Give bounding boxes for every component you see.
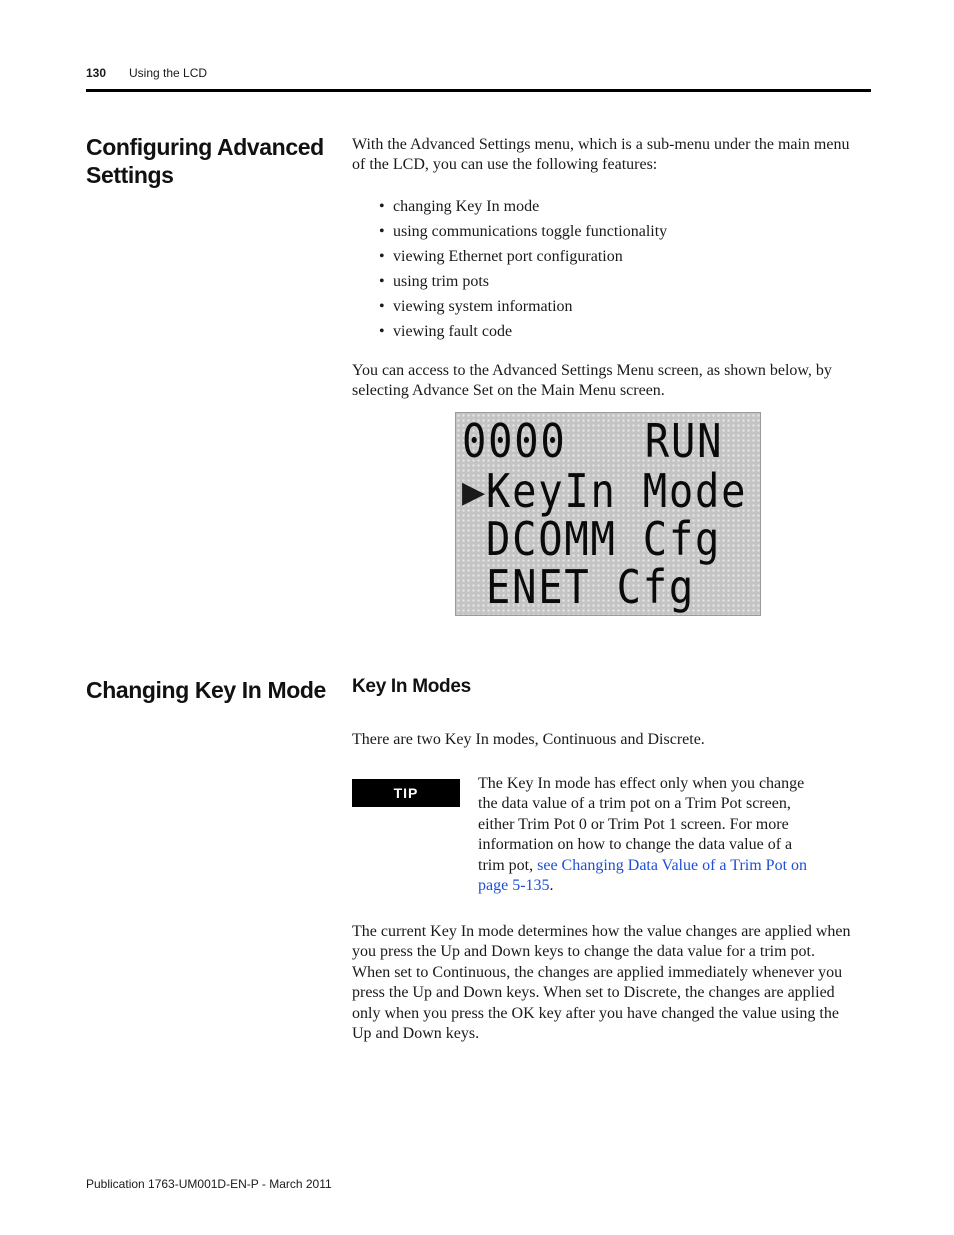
feature-list: [379, 196, 667, 346]
tip-line: [478, 876, 807, 896]
tip-line: The Key In mode has effect only when you change: [478, 775, 805, 792]
list-item: • viewing fault code: [379, 321, 667, 346]
header-rule: [86, 89, 871, 92]
subheading-key-in-modes: Key In Modes: [352, 676, 471, 697]
tip-line: the data value of a trim pot on a Trim Pot screen,: [478, 795, 791, 813]
section-heading-configuring-advanced-settings: [86, 133, 324, 189]
lcd-status-line: 0000 RUN: [462, 414, 724, 468]
lcd-cursor-arrow-icon: ▶: [462, 475, 486, 510]
paragraph-line: of the LCD, you can use the following features:: [352, 156, 658, 174]
list-item: • viewing system information: [379, 296, 667, 321]
paragraph-line: press the Up and Down keys. When set to Discrete, the changes are applied: [352, 984, 835, 1002]
publication-footer: Publication 1763-UM001D-EN-P - March 2011: [86, 1177, 332, 1191]
tip-line: [478, 856, 807, 876]
paragraph-line: Up and Down keys.: [352, 1025, 480, 1043]
section-heading-changing-key-in-mode: Changing Key In Mode: [86, 677, 326, 703]
tip-line-prefix: trim pot,: [478, 856, 538, 874]
lcd-menu-item-keyin-mode: KeyIn Mode: [486, 464, 748, 518]
cross-reference-link-page[interactable]: page 5-135: [478, 877, 550, 895]
paragraph-line: selecting Advance Set on the Main Menu screen.: [352, 382, 665, 400]
list-item: • viewing Ethernet port configuration: [379, 246, 667, 271]
paragraph-line: The current Key In mode determines how the value changes are applied when: [352, 923, 851, 940]
page-number: 130: [86, 66, 107, 80]
tip-line: either Trim Pot 0 or Trim Pot 1 screen. For more: [478, 815, 789, 833]
lcd-menu-item-dcomm-cfg: DCOMM Cfg: [486, 512, 722, 566]
tip-label-badge: TIP: [352, 779, 460, 807]
list-item: • using trim pots: [379, 271, 667, 296]
cross-reference-link[interactable]: see Changing Data Value of a Trim Pot on: [537, 856, 808, 874]
section-heading-line: Settings: [86, 162, 174, 188]
key-in-mode-explanation: [352, 922, 850, 1044]
paragraph-line: You can access to the Advanced Settings Menu screen, as shown below, by: [352, 362, 832, 379]
lcd-advanced-settings-screen: [455, 412, 761, 616]
paragraph-line: With the Advanced Settings menu, which is a sub-menu under the main menu: [352, 136, 850, 153]
paragraph-line: When set to Continuous, the changes are applied immediately whenever you: [352, 963, 843, 981]
key-in-modes-intro: There are two Key In modes, Continuous and Discrete.: [352, 731, 705, 748]
tip-line: information on how to change the data value of a: [478, 836, 793, 854]
running-header-title: Using the LCD: [129, 66, 208, 80]
lcd-menu-item-enet-cfg: ENET Cfg: [486, 560, 696, 614]
access-paragraph: [352, 361, 832, 402]
paragraph-line: only when you press the OK key after you have changed the value using the: [352, 1004, 839, 1022]
list-item: • changing Key In mode: [379, 196, 667, 221]
tip-line-end: .: [549, 877, 554, 895]
paragraph-line: you press the Up and Down keys to change the data value for a trim pot.: [352, 943, 815, 961]
section-heading-line: Configuring Advanced: [86, 134, 324, 160]
list-item: • using communications toggle functionality: [379, 221, 667, 246]
tip-text: [478, 774, 807, 896]
intro-paragraph: [352, 135, 849, 176]
